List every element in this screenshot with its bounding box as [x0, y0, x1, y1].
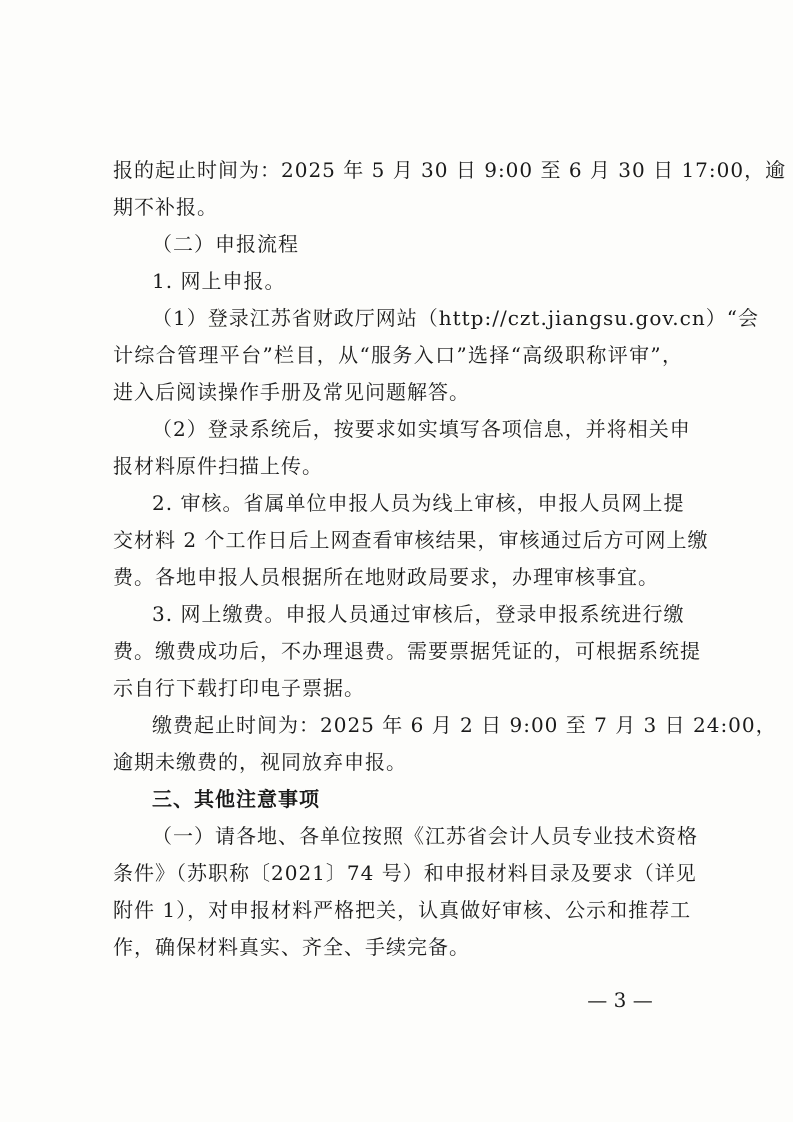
body-line: 缴费起止时间为：2025 年 6 月 2 日 9:00 至 7 月 3 日 24:00， — [152, 713, 777, 737]
body-line: 进入后阅读操作手册及常见问题解答。 — [113, 380, 470, 404]
body-line: 逾期未缴费的，视同放弃申报。 — [113, 750, 407, 774]
body-line: （1）登录江苏省财政厅网站（http://czt.jiangsu.gov.cn）“会 — [152, 306, 759, 330]
body-line: 2. 审核。省属单位申报人员为线上审核，申报人员网上提 — [152, 491, 685, 515]
page-number: — 3 — — [587, 988, 653, 1012]
body-line: 附件 1），对申报材料严格把关，认真做好审核、公示和推荐工 — [113, 898, 692, 922]
body-line: （2）登录系统后，按要求如实填写各项信息，并将相关申 — [152, 417, 691, 441]
body-line: 条件》（苏职称〔2021〕74 号）和申报材料目录及要求（详见 — [113, 861, 697, 885]
body-line: 计综合管理平台”栏目，从“服务入口”选择“高级职称评审”， — [113, 343, 683, 367]
body-line: 3. 网上缴费。申报人员通过审核后，登录申报系统进行缴 — [152, 602, 685, 626]
subsection-heading: 1. 网上申报。 — [152, 269, 286, 293]
body-line: 费。缴费成功后，不办理退费。需要票据凭证的，可根据系统提 — [113, 639, 701, 663]
document-body — [113, 152, 787, 966]
section-heading-bold: 三、其他注意事项 — [152, 787, 320, 811]
body-line: 费。各地申报人员根据所在地财政局要求，办理审核事宜。 — [113, 565, 659, 589]
body-line: 作，确保材料真实、齐全、手续完备。 — [113, 935, 470, 959]
body-line: 报材料原件扫描上传。 — [113, 454, 323, 478]
body-line: 交材料 2 个工作日后上网查看审核结果，审核通过后方可网上缴 — [113, 528, 709, 552]
body-line: （一）请各地、各单位按照《江苏省会计人员专业技术资格 — [152, 824, 698, 848]
body-line: 期不补报。 — [113, 195, 218, 219]
section-heading: （二）申报流程 — [152, 232, 299, 256]
body-line: 报的起止时间为：2025 年 5 月 30 日 9:00 至 6 月 30 日 17:00，逾 — [113, 158, 787, 182]
body-line: 示自行下载打印电子票据。 — [113, 676, 365, 700]
